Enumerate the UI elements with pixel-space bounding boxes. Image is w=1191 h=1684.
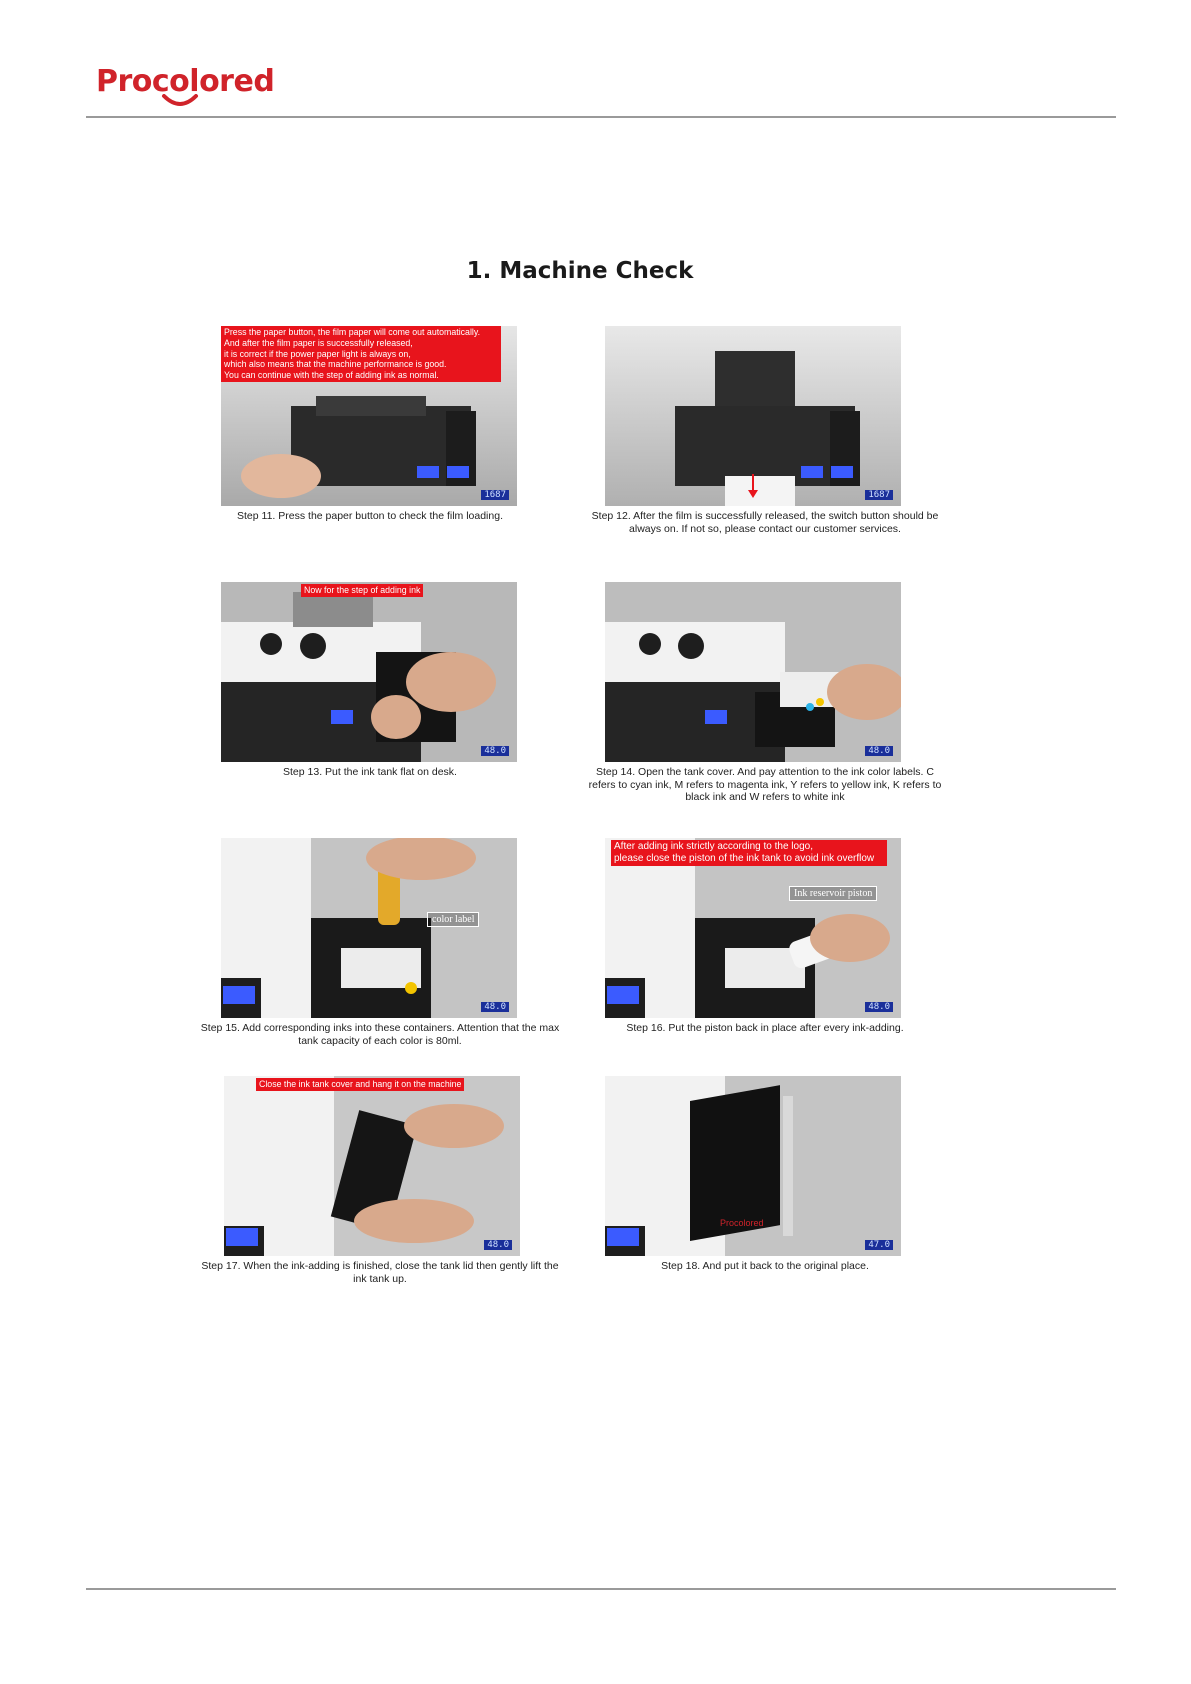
step-16-tag: Ink reservoir piston	[789, 886, 877, 901]
step-15-caption: Step 15. Add corresponding inks into these containers. Attention that the max tank capacity of each color is 80ml.	[200, 1022, 560, 1047]
step-11-overlay: Press the paper button, the film paper will come out automatically. And after the film paper is successfully released, it is correct if the power paper light is always on, which also means that the machine performance is good. You can continue with the step of adding ink as normal.	[221, 326, 501, 382]
footer-divider	[86, 1588, 1116, 1590]
step-12-caption: Step 12. After the film is successfully released, the switch button should be always on. If not so, please contact our customer services.	[591, 510, 939, 535]
procolored-logo	[96, 62, 275, 110]
step-17-caption: Step 17. When the ink-adding is finished, close the tank lid then gently lift the ink tank up.	[201, 1260, 559, 1285]
step-18-caption: Step 18. And put it back to the original place.	[661, 1260, 869, 1272]
printer-lcd-readout: 48.0	[865, 746, 893, 756]
printer-lcd-readout: 48.0	[865, 1002, 893, 1012]
logo-smile-icon	[160, 94, 200, 110]
step-15-tag: color label	[427, 912, 479, 927]
brand-name: Procolored	[96, 64, 275, 99]
printer-lcd-readout: 48.0	[481, 746, 509, 756]
step-13-caption: Step 13. Put the ink tank flat on desk.	[283, 766, 457, 778]
step-18-photo	[605, 1076, 901, 1256]
printer-lcd-readout: 48.0	[481, 1002, 509, 1012]
step-15-photo	[221, 838, 517, 1018]
step-13-photo	[221, 582, 517, 762]
step-11-photo	[221, 326, 517, 506]
step-11-caption: Step 11. Press the paper button to check the film loading.	[237, 510, 503, 522]
section-title: 1. Machine Check	[466, 258, 694, 284]
step-17-overlay: Close the ink tank cover and hang it on the machine	[256, 1078, 464, 1091]
step-14-photo	[605, 582, 901, 762]
step-13-overlay: Now for the step of adding ink	[301, 584, 423, 597]
step-16-overlay: After adding ink strictly according to the logo, please close the piston of the ink tank to avoid ink overflow	[611, 840, 887, 866]
header-divider	[86, 116, 1116, 118]
step-12-photo	[605, 326, 901, 506]
step-16-caption: Step 16. Put the piston back in place after every ink-adding.	[626, 1022, 904, 1034]
step-16-photo	[605, 838, 901, 1018]
printer-lcd-readout: 47.0	[865, 1240, 893, 1250]
svg-text:Procolored: Procolored	[720, 1218, 764, 1228]
printer-lcd-readout: 1687	[481, 490, 509, 500]
printer-lcd-readout: 1687	[865, 490, 893, 500]
step-14-caption: Step 14. Open the tank cover. And pay attention to the ink color labels. C refers to cyan ink, M refers to magenta ink, Y refers to yellow ink, K refers to black ink and W refers to white ink	[588, 766, 942, 803]
step-17-photo	[224, 1076, 520, 1256]
printer-lcd-readout: 48.0	[484, 1240, 512, 1250]
